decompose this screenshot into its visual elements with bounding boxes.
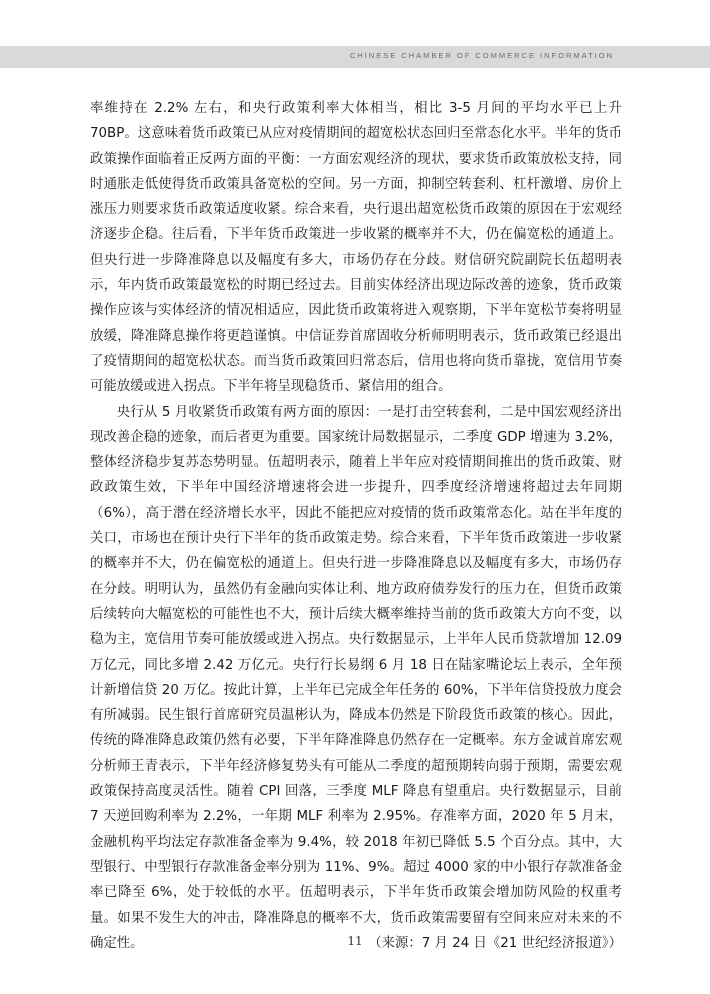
publication-name: CHINESE CHAMBER OF COMMERCE INFORMATION: [349, 51, 614, 60]
article-body: [90, 96, 622, 956]
header-band: [0, 46, 710, 68]
page-number: 11: [347, 934, 363, 948]
source-citation: （来源：7 月 24 日《21 世纪经济报道》）: [368, 935, 622, 951]
paragraph: [90, 400, 622, 957]
paragraph-continued: 率维持在 2.2% 左右，和央行政策利率大体相当，相比 3-5 月间的平均水平已上升 70BP。这意味着货币政策已从应对疫情期间的超宽松状态回归至常态化水平。半年的货币政策操作面临着正反两方面的平衡：一方面宏观经济的现状，要求货币政策放松支持，同时通胀走低使得货币政策具备宽松的空间。另一方面，抑制空转套利、杠杆激增、房价上涨压力则要求货币政策适度收紧。综合来看，央行退出超宽松货币政策的原因在于宏观经济逐步企稳。往后看，下半年货币政策进一步收紧的概率并不大，仍在偏宽松的通道上。但央行进一步降准降息以及幅度有多大，市场仍存在分歧。财信研究院副院长伍超明表示，年内货币政策最宽松的时期已经过去。目前实体经济出现边际改善的迹象，货币政策操作应该与实体经济的情况相适应，因此货币政策将进入观察期，下半年宽松节奏将明显放缓，降准降息操作将更趋谨慎。中信证券首席固收分析师明明表示，货币政策已经退出了疫情期间的超宽松状态。而当货币政策回归常态后，信用也将向货币靠拢，宽信用节奏可能放缓或进入拐点。下半年将呈现稳货币、紧信用的组合。: [90, 101, 622, 395]
paragraph-text: 央行从 5 月收紧货币政策有两方面的原因：一是打击空转套利，二是中国宏观经济出现改善企稳的迹象，而后者更为重要。国家统计局数据显示，二季度 GDP 增速为 3.2%，整体经济稳步复苏态势明显。伍超明表示，随着上半年应对疫情期间推出的货币政策、财政政策生效，下半年中国经济增速将会进一步提升，四季度经济增速将超过去年同期（6%），高于潜在经济增长水平，因此不能把应对疫情的货币政策常态化。站在半年度的关口，市场也在预计央行下半年的货币政策走势。综合来看，下半年货币政策进一步收紧的概率并不大，仍在偏宽松的通道上。但央行进一步降准降息以及幅度有多大，市场仍存在分歧。明明认为，虽然仍有金融向实体让利、地方政府债券发行的压力在，但货币政策后续转向大幅宽松的可能性也不大，预计后续大概率维持当前的货币政策大方向不变，以稳为主，宽信用节奏可能放缓或进入拐点。央行数据显示，上半年人民币贷款增加 12.09 万亿元，同比多增 2.42 万亿元。央行行长易纲 6 月 18 日在陆家嘴论坛上表示，全年预计新增信贷 20 万亿。按此计算，上半年已完成全年任务的 60%，下半年信贷投放力度会有所减弱。民生银行首席研究员温彬认为，降成本仍然是下阶段货币政策的核心。因此，传统的降准降息政策仍然有必要，下半年降准降息仍然存在一定概率。东方金诚首席宏观分析师王青表示，下半年经济修复势头有可能从二季度的超预期转向弱于预期，需要宏观政策保持高度灵活性。随着 CPI 回落，三季度 MLF 降息有望重启。央行数据显示，目前 7 天逆回购利率为 2.2%，一年期 MLF 利率为 2.95%。存准率方面，2020 年 5 月末，金融机构平均法定存款准备金率为 9.4%，较 2018 年初已降低 5.5 个百分点。其中，大型银行、中型银行存款准备金率分别为 11%、9%。超过 4000 家的中小银行存款准备金率已降至 6%，处于较低的水平。伍超明表示，下半年货币政策会增加防风险的权重考量。如果不发生大的冲击，降准降息的概率不大，货币政策需要留有空间来应对未来的不确定性。: [90, 404, 622, 951]
